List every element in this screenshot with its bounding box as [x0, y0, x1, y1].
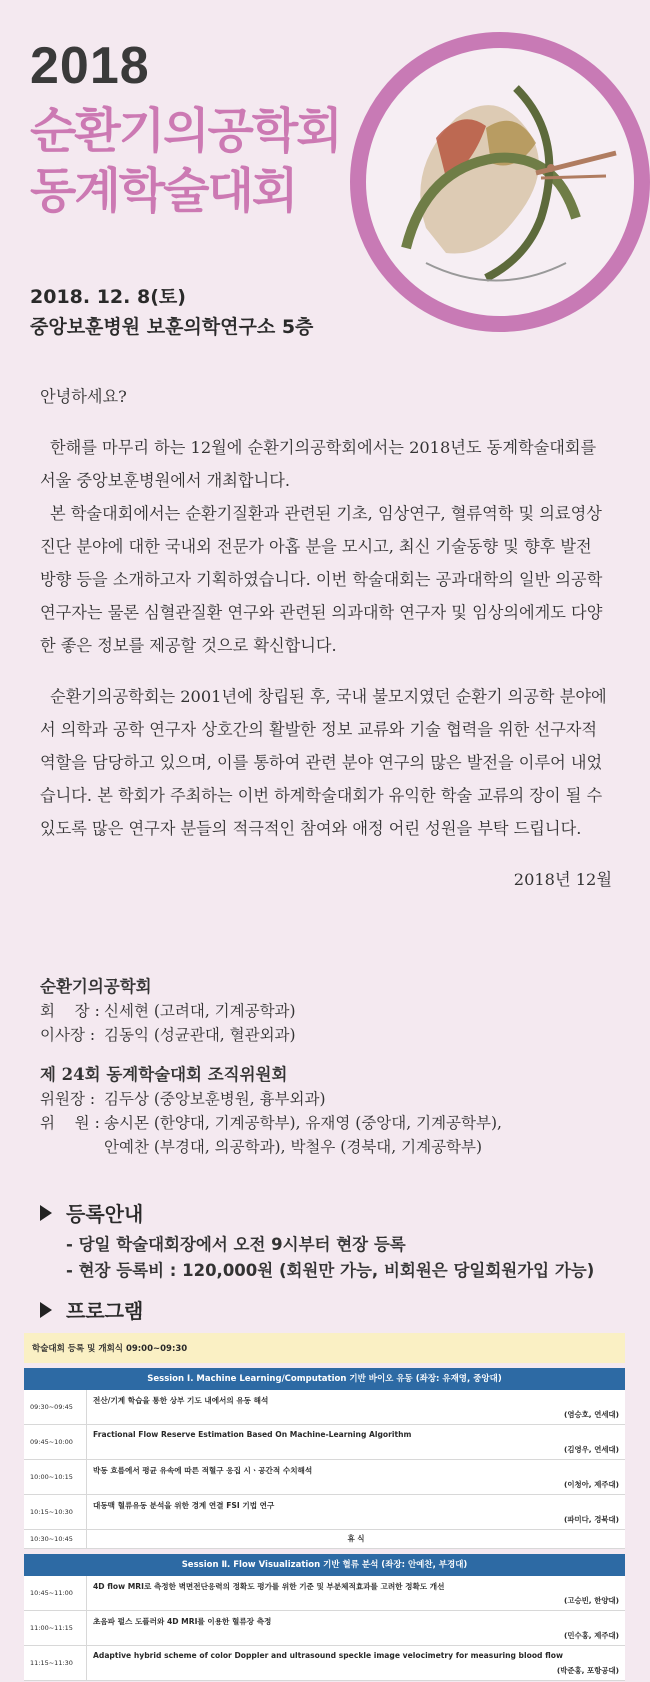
paragraph-1: 한해를 마무리 하는 12월에 순환기의공학회에서는 2018년도 동계학술대회를 서울 중앙보훈병원에서 개최합니다.	[40, 438, 597, 490]
greeting: 안녕하세요?	[40, 387, 127, 406]
chair-row	[40, 1023, 620, 1047]
organization	[40, 975, 620, 1159]
president-row	[40, 999, 620, 1023]
president-value: 신세현 (고려대, 기계공학과)	[104, 1002, 296, 1020]
table-row: 09:45~10:00 Fractional Flow Reserve Estimation Based On Machine-Learning Algorithm (김영우, 연세대)	[24, 1425, 625, 1460]
society-name: 순환기의공학회	[40, 977, 152, 996]
session1-header: Session Ⅰ. Machine Learning/Computation 기반 바이오 유동 (좌장: 유재영, 중앙대)	[24, 1368, 625, 1390]
registration-line1: - 당일 학술대회장에서 오전 9시부터 현장 등록	[66, 1235, 406, 1254]
signoff-date: 2018년 12월	[513, 870, 612, 889]
triangle-bullet-icon	[40, 1302, 52, 1318]
hero-illustration	[350, 32, 650, 332]
hero	[0, 0, 650, 365]
triangle-bullet-icon	[40, 1205, 52, 1221]
table-row: 11:15~11:30 Adaptive hybrid scheme of color Doppler and ultrasound speckle image velocimetry for measuring blood flow (박준홍, 포항공대)	[24, 1646, 625, 1681]
committee-members-row	[40, 1111, 620, 1159]
registration-heading: 등록안내	[40, 1198, 143, 1227]
event-date: 2018. 12. 8(토)	[30, 286, 186, 308]
registration-info	[66, 1232, 594, 1284]
committee-members-line2: 안예찬 (부경대, 의공학과), 박철우 (경북대, 기계공학부)	[104, 1138, 483, 1156]
break-row: 10:30~10:45 휴 식	[24, 1530, 625, 1549]
session2-header: Session Ⅱ. Flow Visualization 기반 혈류 분석 (좌장: 안예찬, 부경대)	[24, 1554, 625, 1576]
event-venue: 중앙보훈병원 보훈의학연구소 5층	[30, 316, 314, 338]
program-heading: 프로그램	[40, 1295, 143, 1324]
paragraph-2: 본 학술대회에서는 순환기질환과 관련된 기초, 임상연구, 혈류역학 및 의료영상진단 분야에 대한 국내외 전문가 아홉 분을 모시고, 최신 기술동향 및 향후 발전 방향 등을 소개하고자 기획하였습니다. 이번 학술대회는 공과대학의 일반 의공학 연구자는 물론 심혈관질환 연구와 관련된 의과대학 연구자 및 임상의에게도 다양한 좋은 정보를 제공할 것으로 확신합니다.	[40, 504, 603, 655]
committee-members-label: 위 원 :	[40, 1114, 100, 1132]
committee-title: 제 24회 동계학술대회 조직위원회	[40, 1065, 288, 1084]
committee-head-value: 김두상 (중앙보훈병원, 흉부외과)	[104, 1090, 326, 1108]
paragraph-3: 순환기의공학회는 2001년에 창립된 후, 국내 불모지였던 순환기 의공학 분야에서 의학과 공학 연구자 상호간의 활발한 정보 교류와 기술 협력을 위한 선구자적 역할을 담당하고 있으며, 이를 통하여 관련 분야 연구의 많은 발전을 이루어 내었습니다. 본 학회가 주최하는 이번 하계학술대회가 유익한 학술 교류의 장이 될 수 있도록 많은 연구자 분들의 적극적인 참여와 애정 어린 성원을 부탁 드립니다.	[40, 687, 607, 838]
event-year: 2018	[30, 37, 150, 95]
table-row: 10:45~11:00 4D flow MRI로 측정한 벽면전단응력의 정확도 평가를 위한 기준 및 부분체적효과를 고려한 정확도 개선 (고승빈, 한양대)	[24, 1576, 625, 1611]
table-row: 11:00~11:15 초음파 펄스 도플러와 4D MRI를 이용한 혈류장 측정 (민수홍, 제주대)	[24, 1611, 625, 1646]
program-table	[24, 1333, 625, 1681]
event-title-line1: 순환기의공학회	[30, 103, 341, 159]
committee-head-label: 위원장 :	[40, 1090, 96, 1108]
president-label: 회 장 :	[40, 1002, 100, 1020]
registration-line2: - 현장 등록비 : 120,000원 (회원만 가능, 비회원은 당일회원가입 가능)	[66, 1261, 595, 1280]
table-row: 10:15~10:30 대동맥 혈류유동 분석을 위한 경계 연결 FSI 기법 연구 (파미다, 경북대)	[24, 1495, 625, 1530]
committee-head-row	[40, 1087, 620, 1111]
committee-members-line1: 송시몬 (한양대, 기계공학부), 유재영 (중앙대, 기계공학부),	[104, 1114, 502, 1132]
chair-value: 김동익 (성균관대, 혈관외과)	[104, 1026, 296, 1044]
opening-row: 학술대회 등록 및 개회식 09:00~09:30	[24, 1333, 625, 1363]
invitation-letter	[40, 380, 612, 896]
table-row: 10:00~10:15 박동 흐름에서 평균 유속에 따른 적혈구 응집 시ㆍ공간적 수치해석 (이청아, 제주대)	[24, 1460, 625, 1495]
event-title-line2: 동계학술대회	[30, 163, 297, 219]
chair-label: 이사장 :	[40, 1026, 96, 1044]
table-row: 09:30~09:45 전산/기계 학습을 통한 상부 기도 내에서의 유동 해석 (염승호, 연세대)	[24, 1390, 625, 1425]
